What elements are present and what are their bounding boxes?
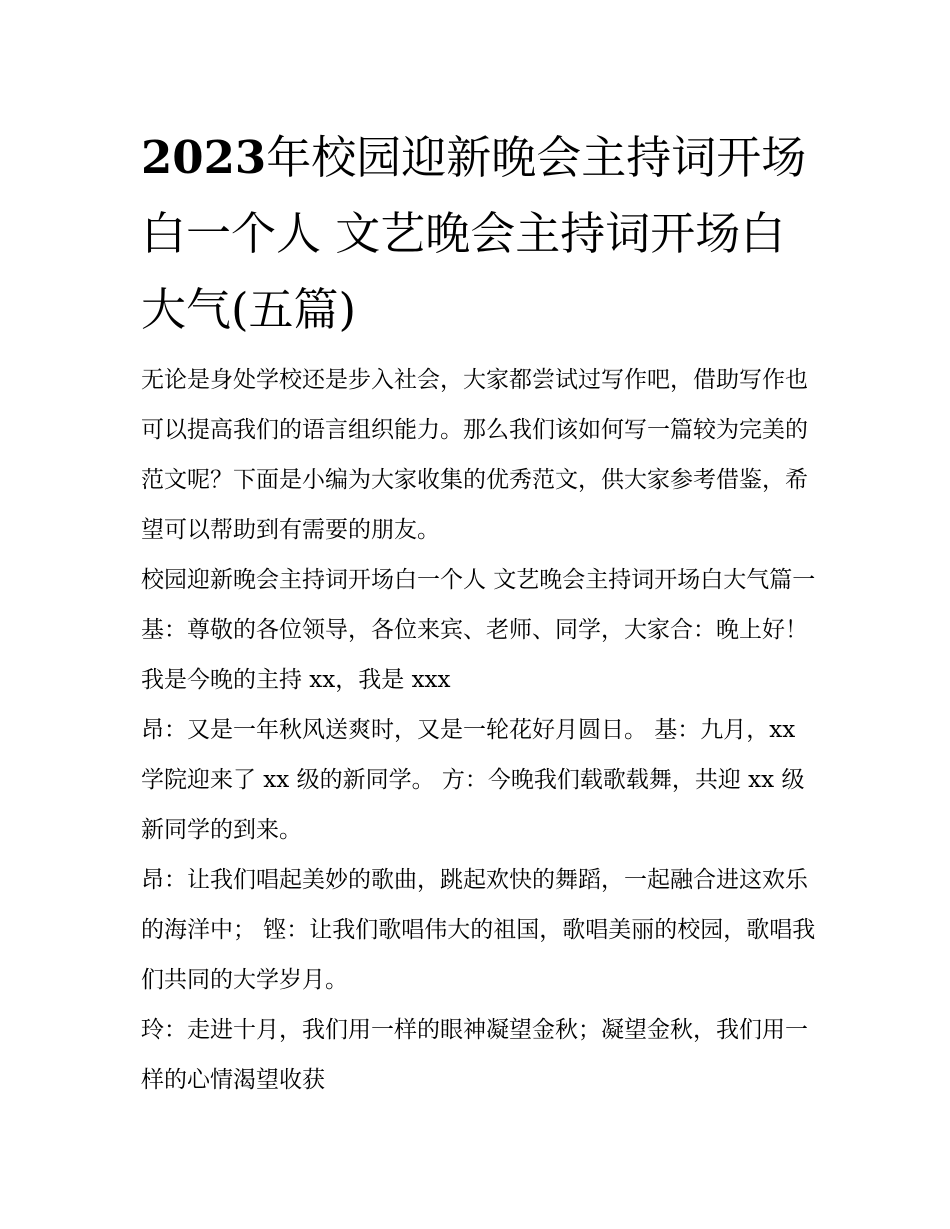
title-text: 年校园迎新晚会主持词开场白一个人 文艺晚会主持词开场白大气(五篇)	[141, 131, 807, 336]
paragraph-2: 昂：又是一年秋风送爽时，又是一轮花好月圆日。 基：九月，xx 学院迎来了 xx 级的新同学。 方：今晚我们载歌载舞，共迎 xx 级新同学的到来。	[141, 717, 805, 843]
title-number: 2023	[141, 131, 267, 184]
document-title	[141, 120, 821, 348]
paragraph-1: 校园迎新晚会主持词开场白一个人 文艺晚会主持词开场白大气篇一 基：尊敬的各位领导，各位来宾、老师、同学，大家合：晚上好！ 我是今晚的主持 xx，我是 xxx	[141, 567, 816, 693]
paragraph-4: 玲：走进十月，我们用一样的眼神凝望金秋；凝望金秋，我们用一样的心情渴望收获	[141, 1017, 808, 1093]
paragraph-3: 昂：让我们唱起美妙的歌曲，跳起欢快的舞蹈，一起融合进这欢乐的海洋中； 铿：让我们歌唱伟大的祖国，歌唱美丽的校园，歌唱我们共同的大学岁月。	[141, 867, 816, 993]
paragraph-intro: 无论是身处学校还是步入社会，大家都尝试过写作吧，借助写作也可以提高我们的语言组织能力。那么我们该如何写一篇较为完美的范文呢？下面是小编为大家收集的优秀范文，供大家参考借鉴，希望可以帮助到有需要的朋友。	[141, 367, 808, 543]
document-body	[141, 355, 821, 1105]
